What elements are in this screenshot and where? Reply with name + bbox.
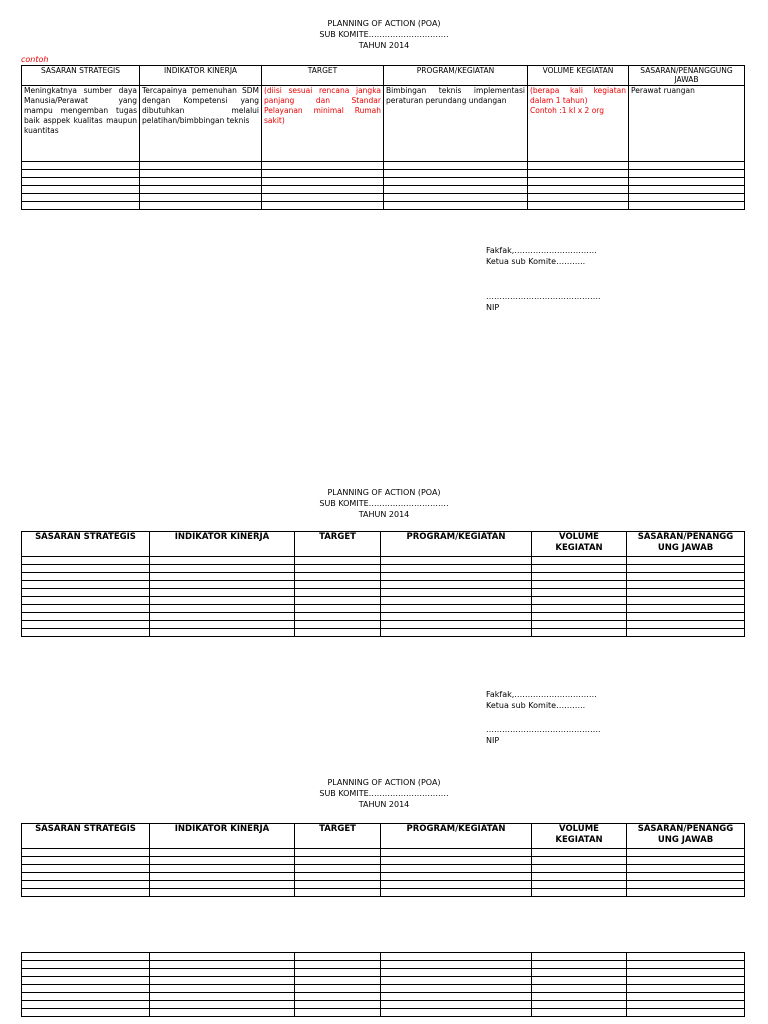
table-row	[22, 178, 745, 186]
table-cell[interactable]	[22, 581, 150, 589]
table-cell[interactable]	[532, 873, 627, 881]
table-cell[interactable]	[381, 557, 532, 565]
table-cell[interactable]	[627, 1001, 745, 1009]
table-cell[interactable]	[627, 953, 745, 961]
column-header: PROGRAM/KEGIATAN	[384, 66, 528, 86]
table-cell[interactable]	[627, 969, 745, 977]
table-cell[interactable]	[150, 597, 295, 605]
table-cell[interactable]	[295, 629, 381, 637]
table-cell[interactable]	[150, 977, 295, 985]
column-header: VOLUME KEGIATAN	[528, 66, 629, 86]
table-cell[interactable]	[381, 993, 532, 1001]
sign-nip: NIP	[486, 736, 500, 745]
table-cell[interactable]	[381, 985, 532, 993]
table-cell[interactable]	[140, 178, 262, 186]
table-cell[interactable]	[295, 953, 381, 961]
column-header: SASARAN/PENANGG UNG JAWAB	[627, 532, 745, 557]
table-row	[22, 969, 745, 977]
table-cell[interactable]	[627, 605, 745, 613]
table-cell[interactable]	[532, 605, 627, 613]
table-cell[interactable]	[627, 581, 745, 589]
table-row	[22, 573, 745, 581]
table-cell[interactable]	[627, 857, 745, 865]
table-cell[interactable]	[150, 857, 295, 865]
table-cell[interactable]	[295, 993, 381, 1001]
table-cell[interactable]	[381, 597, 532, 605]
table-cell[interactable]	[295, 881, 381, 889]
table-row	[22, 162, 745, 170]
column-header: TARGET	[295, 824, 381, 849]
table-row	[22, 557, 745, 565]
column-header: VOLUME KEGIATAN	[532, 824, 627, 849]
table-cell[interactable]	[532, 565, 627, 573]
table-cell[interactable]	[384, 170, 528, 178]
table-cell[interactable]	[150, 573, 295, 581]
table-cell[interactable]	[22, 857, 150, 865]
sign-role: Ketua sub Komite………..	[486, 257, 586, 266]
table-cell[interactable]	[381, 969, 532, 977]
table-cell[interactable]	[627, 961, 745, 969]
table-cell[interactable]	[150, 889, 295, 897]
table-cell[interactable]	[22, 977, 150, 985]
column-header: SASARAN/PENANGG UNG JAWAB	[627, 824, 745, 849]
table-cell[interactable]	[140, 162, 262, 170]
table-cell[interactable]	[627, 889, 745, 897]
table-cell[interactable]	[140, 202, 262, 210]
table-row	[22, 961, 745, 969]
year: TAHUN 2014	[358, 510, 410, 519]
column-header: SASARAN STRATEGIS	[22, 532, 150, 557]
table-cell[interactable]	[381, 629, 532, 637]
table-row	[22, 985, 745, 993]
table-cell[interactable]	[627, 985, 745, 993]
table-cell[interactable]	[629, 194, 745, 202]
table-cell[interactable]	[140, 186, 262, 194]
poa-header-2	[0, 487, 768, 520]
table-cell[interactable]	[22, 889, 150, 897]
table-cell[interactable]	[295, 1009, 381, 1017]
table-cell[interactable]	[150, 605, 295, 613]
table-cell[interactable]	[295, 621, 381, 629]
table-cell[interactable]	[150, 557, 295, 565]
table-cell[interactable]	[381, 1001, 532, 1009]
table-row	[22, 889, 745, 897]
table-cell[interactable]	[295, 605, 381, 613]
table-cell[interactable]	[22, 953, 150, 961]
table-cell[interactable]	[384, 178, 528, 186]
contoh-label: contoh	[21, 55, 49, 64]
table-cell[interactable]	[295, 873, 381, 881]
table-row	[22, 881, 745, 889]
table-cell[interactable]	[629, 178, 745, 186]
table-cell[interactable]	[150, 621, 295, 629]
table-row	[22, 977, 745, 985]
table-row	[22, 865, 745, 873]
table-cell[interactable]	[295, 961, 381, 969]
table-cell[interactable]	[262, 178, 384, 186]
table-row	[22, 621, 745, 629]
table-cell[interactable]	[150, 1009, 295, 1017]
column-header: PROGRAM/KEGIATAN	[381, 532, 532, 557]
table-cell[interactable]	[381, 953, 532, 961]
table-cell[interactable]	[262, 162, 384, 170]
table-cell[interactable]	[295, 597, 381, 605]
sign-role: Ketua sub Komite………..	[486, 701, 586, 710]
table-cell[interactable]	[627, 557, 745, 565]
table-cell[interactable]	[150, 581, 295, 589]
table-cell[interactable]	[528, 162, 629, 170]
table-cell[interactable]	[150, 1001, 295, 1009]
table-cell[interactable]	[262, 170, 384, 178]
example-row	[22, 86, 745, 162]
table-cell[interactable]	[627, 565, 745, 573]
table-cell[interactable]	[381, 857, 532, 865]
table-cell[interactable]	[22, 993, 150, 1001]
column-header: VOLUME KEGIATAN	[532, 532, 627, 557]
table-cell[interactable]	[22, 865, 150, 873]
table-cell[interactable]	[627, 629, 745, 637]
table-cell[interactable]	[22, 881, 150, 889]
poa-title: PLANNING OF ACTION (POA)	[327, 778, 441, 787]
table-cell[interactable]	[150, 565, 295, 573]
table-row	[22, 857, 745, 865]
sign-place: Fakfak,………………………….	[486, 246, 597, 255]
table-row	[22, 565, 745, 573]
table-cell[interactable]	[22, 178, 140, 186]
table-cell[interactable]	[532, 573, 627, 581]
signature-block-2	[486, 689, 601, 746]
table-row	[22, 597, 745, 605]
table-cell[interactable]	[627, 865, 745, 873]
table-cell[interactable]	[22, 605, 150, 613]
table-cell[interactable]	[528, 194, 629, 202]
table-cell[interactable]	[150, 613, 295, 621]
table-cell[interactable]	[22, 629, 150, 637]
table-cell[interactable]	[295, 557, 381, 565]
table-cell[interactable]	[532, 889, 627, 897]
table-cell[interactable]	[381, 961, 532, 969]
table-cell[interactable]	[629, 162, 745, 170]
table-cell[interactable]	[295, 857, 381, 865]
table-cell[interactable]	[22, 557, 150, 565]
table-cell[interactable]	[262, 202, 384, 210]
table-cell[interactable]	[150, 961, 295, 969]
cell-sasaran: Meningkatnya sumber daya Manusia/Perawat yang mampu mengemban tugas baik asppek kualitas maupun kuantitas	[22, 86, 140, 162]
table-cell[interactable]	[532, 953, 627, 961]
table-cell[interactable]	[381, 613, 532, 621]
table-cell[interactable]	[381, 573, 532, 581]
table-cell[interactable]	[629, 170, 745, 178]
table-cell[interactable]	[150, 865, 295, 873]
table-cell[interactable]	[295, 849, 381, 857]
table-row	[22, 1009, 745, 1017]
poa-table-3	[21, 823, 745, 897]
table-cell[interactable]	[22, 162, 140, 170]
column-header: INDIKATOR KINERJA	[140, 66, 262, 86]
table-cell[interactable]	[532, 581, 627, 589]
table-row	[22, 186, 745, 194]
table-cell[interactable]	[295, 889, 381, 897]
column-header: TARGET	[295, 532, 381, 557]
table-cell[interactable]	[381, 889, 532, 897]
column-header: SASARAN/PENANGGUNG JAWAB	[629, 66, 745, 86]
table-cell[interactable]	[295, 1001, 381, 1009]
cell-indikator: Tercapainya pemenuhan SDM dengan Kompetensi yang dibutuhkan melalui pelatihan/bimbbingan teknis	[140, 86, 262, 162]
table-cell[interactable]	[381, 1009, 532, 1017]
poa-example-table	[21, 65, 745, 210]
table-cell[interactable]	[295, 581, 381, 589]
table-cell[interactable]	[150, 953, 295, 961]
table-cell[interactable]	[381, 621, 532, 629]
table-cell[interactable]	[532, 977, 627, 985]
table-cell[interactable]	[532, 1009, 627, 1017]
table-cell[interactable]	[22, 170, 140, 178]
sub-komite: SUB KOMITE…………………………	[319, 789, 449, 798]
table-cell[interactable]	[295, 573, 381, 581]
table-cell[interactable]	[150, 985, 295, 993]
table-cell[interactable]	[381, 865, 532, 873]
table-cell[interactable]	[140, 170, 262, 178]
year: TAHUN 2014	[358, 41, 410, 50]
table-cell[interactable]	[629, 202, 745, 210]
table-cell[interactable]	[532, 557, 627, 565]
table-cell[interactable]	[262, 194, 384, 202]
table-cell[interactable]	[150, 629, 295, 637]
column-header: TARGET	[262, 66, 384, 86]
column-header: PROGRAM/KEGIATAN	[381, 824, 532, 849]
table-cell[interactable]	[627, 589, 745, 597]
table-cell[interactable]	[627, 1009, 745, 1017]
table-cell[interactable]	[627, 613, 745, 621]
table-row	[22, 202, 745, 210]
table-cell[interactable]	[150, 993, 295, 1001]
poa-title: PLANNING OF ACTION (POA)	[327, 488, 441, 497]
table-row	[22, 581, 745, 589]
table-row	[22, 589, 745, 597]
table-cell[interactable]	[384, 162, 528, 170]
poa-header-1	[0, 18, 768, 51]
table-cell[interactable]	[532, 597, 627, 605]
sign-name-line: …………………………………….	[486, 292, 601, 301]
table-row	[22, 873, 745, 881]
table-cell[interactable]	[384, 194, 528, 202]
table-cell[interactable]	[22, 589, 150, 597]
table-row	[22, 605, 745, 613]
table-cell[interactable]	[627, 573, 745, 581]
table-cell[interactable]	[381, 881, 532, 889]
column-header: INDIKATOR KINERJA	[150, 824, 295, 849]
table-cell[interactable]	[22, 186, 140, 194]
table-cell[interactable]	[150, 969, 295, 977]
cell-target: (diisi sesuai rencana jangka panjang dan Standar Pelayanan minimal Rumah sakit)	[262, 86, 384, 162]
table-cell[interactable]	[381, 977, 532, 985]
table-cell[interactable]	[22, 613, 150, 621]
poa-table-continuation	[21, 952, 745, 1017]
table-cell[interactable]	[22, 1001, 150, 1009]
sign-nip: NIP	[486, 303, 500, 312]
table-cell[interactable]	[22, 1009, 150, 1017]
table-cell[interactable]	[627, 597, 745, 605]
table-row	[22, 613, 745, 621]
table-cell[interactable]	[22, 202, 140, 210]
column-header: SASARAN STRATEGIS	[22, 66, 140, 86]
table-cell[interactable]	[295, 977, 381, 985]
table-cell[interactable]	[528, 170, 629, 178]
table-cell[interactable]	[532, 621, 627, 629]
table-row	[22, 629, 745, 637]
poa-header-3	[0, 777, 768, 810]
table-cell[interactable]	[22, 621, 150, 629]
table-cell[interactable]	[150, 849, 295, 857]
table-cell[interactable]	[532, 985, 627, 993]
sub-komite: SUB KOMITE…………………………	[319, 30, 449, 39]
table-cell[interactable]	[295, 985, 381, 993]
table-cell[interactable]	[381, 849, 532, 857]
table-cell[interactable]	[295, 613, 381, 621]
volume-example: Contoh :1 kl x 2 org	[530, 106, 605, 115]
table-cell[interactable]	[532, 589, 627, 597]
table-cell[interactable]	[22, 194, 140, 202]
table-cell[interactable]	[384, 186, 528, 194]
column-header: INDIKATOR KINERJA	[150, 532, 295, 557]
table-cell[interactable]	[532, 961, 627, 969]
table-cell[interactable]	[627, 993, 745, 1001]
table-row	[22, 170, 745, 178]
table-cell[interactable]	[532, 849, 627, 857]
table-cell[interactable]	[22, 597, 150, 605]
table-cell[interactable]	[295, 865, 381, 873]
table-cell[interactable]	[627, 977, 745, 985]
table-cell[interactable]	[627, 621, 745, 629]
table-cell[interactable]	[22, 565, 150, 573]
table-cell[interactable]	[381, 581, 532, 589]
cell-penanggung: Perawat ruangan	[629, 86, 745, 162]
table-cell[interactable]	[532, 613, 627, 621]
cell-volume	[528, 86, 629, 162]
table-row	[22, 1001, 745, 1009]
table-cell[interactable]	[150, 881, 295, 889]
table-cell[interactable]	[528, 202, 629, 210]
table-cell[interactable]	[295, 589, 381, 597]
table-row	[22, 194, 745, 202]
poa-title: PLANNING OF ACTION (POA)	[327, 19, 441, 28]
table-row	[22, 953, 745, 961]
column-header: SASARAN STRATEGIS	[22, 824, 150, 849]
table-cell[interactable]	[627, 849, 745, 857]
table-cell[interactable]	[381, 565, 532, 573]
cell-program: Bimbingan teknis implementasi peraturan perundang undangan	[384, 86, 528, 162]
table-cell[interactable]	[295, 969, 381, 977]
table-cell[interactable]	[627, 873, 745, 881]
table-cell[interactable]	[381, 873, 532, 881]
table-cell[interactable]	[532, 969, 627, 977]
table-cell[interactable]	[532, 629, 627, 637]
table-cell[interactable]	[532, 1001, 627, 1009]
table-cell[interactable]	[295, 565, 381, 573]
table-cell[interactable]	[150, 873, 295, 881]
table-cell[interactable]	[384, 202, 528, 210]
table-row	[22, 849, 745, 857]
table-cell[interactable]	[22, 849, 150, 857]
table-cell[interactable]	[528, 178, 629, 186]
year: TAHUN 2014	[358, 800, 410, 809]
table-row	[22, 993, 745, 1001]
table-cell[interactable]	[381, 605, 532, 613]
table-cell[interactable]	[22, 573, 150, 581]
table-cell[interactable]	[629, 186, 745, 194]
table-cell[interactable]	[627, 881, 745, 889]
table-cell[interactable]	[22, 873, 150, 881]
table-cell[interactable]	[532, 881, 627, 889]
signature-block-1	[486, 245, 601, 313]
table-cell[interactable]	[532, 993, 627, 1001]
table-cell[interactable]	[262, 186, 384, 194]
table-cell[interactable]	[528, 186, 629, 194]
sub-komite: SUB KOMITE…………………………	[319, 499, 449, 508]
table-cell[interactable]	[150, 589, 295, 597]
table-cell[interactable]	[140, 194, 262, 202]
poa-table-2	[21, 531, 745, 637]
table-cell[interactable]	[22, 985, 150, 993]
table-cell[interactable]	[22, 969, 150, 977]
sign-place: Fakfak,………………………….	[486, 690, 597, 699]
table-cell[interactable]	[381, 589, 532, 597]
table-cell[interactable]	[22, 961, 150, 969]
table-cell[interactable]	[532, 857, 627, 865]
sign-name-line: …………………………………….	[486, 725, 601, 734]
table-cell[interactable]	[532, 865, 627, 873]
volume-note: (berapa kali kegiatan dalam 1 tahun)	[530, 86, 626, 105]
